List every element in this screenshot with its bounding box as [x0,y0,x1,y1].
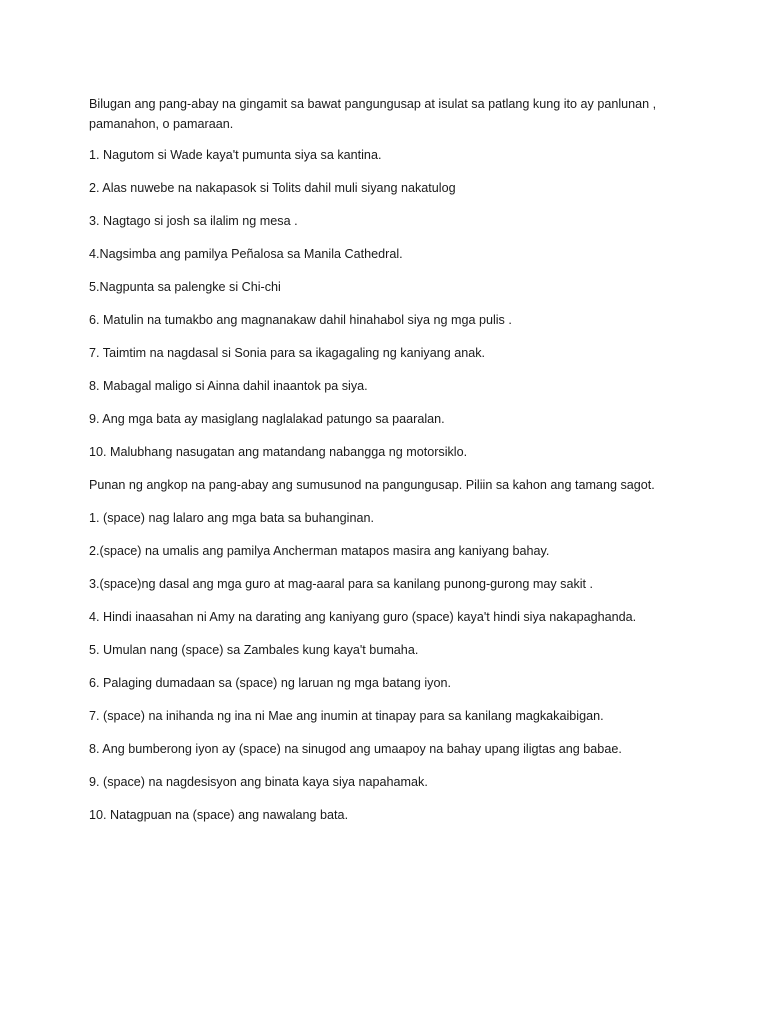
section1-item-6 [89,312,709,345]
section1-item-7 [89,345,709,378]
section2-item-3 [89,576,709,609]
section1-item-9 [89,411,709,444]
list-item: 6. Matulin na tumakbo ang magnanakaw dahil hinahabol siya ng mga pulis . [89,313,512,327]
section1-item-8 [89,378,709,411]
section1-item-10 [89,444,709,477]
section1-instruction: Bilugan ang pang-abay na gingamit sa bawat pangungusap at isulat sa patlang kung ito ay panlunan , pamanahon, o pamaraan. [89,97,657,131]
list-item: 1. (space) nag lalaro ang mga bata sa buhanginan. [89,511,374,525]
list-item: 9. (space) na nagdesisyon ang binata kaya siya napahamak. [89,775,428,789]
section2-item-10 [89,807,709,840]
list-item: 6. Palaging dumadaan sa (space) ng laruan ng mga batang iyon. [89,676,451,690]
section2-item-7 [89,708,709,741]
list-item: 2. Alas nuwebe na nakapasok si Tolits dahil muli siyang nakatulog [89,181,456,195]
section2-item-6 [89,675,709,708]
list-item: 2.(space) na umalis ang pamilya Ancherman matapos masira ang kaniyang bahay. [89,544,550,558]
list-item: 7. Taimtim na nagdasal si Sonia para sa ikagagaling ng kaniyang anak. [89,346,486,360]
list-item: 10. Natagpuan na (space) ang nawalang bata. [89,808,349,822]
list-item: 9. Ang mga bata ay masiglang naglalakad patungo sa paaralan. [89,412,445,426]
section2-instruction-row [89,477,709,510]
list-item: 8. Ang bumberong iyon ay (space) na sinugod ang umaapoy na bahay upang iligtas ang babae. [89,742,622,756]
list-item: 5. Umulan nang (space) sa Zambales kung kaya't bumaha. [89,643,419,657]
section1-item-2 [89,180,709,213]
list-item: 3. Nagtago si josh sa ilalim ng mesa . [89,214,298,228]
list-item: 5.Nagpunta sa palengke si Chi-chi [89,280,281,294]
section1-item-5 [89,279,709,312]
list-item: 8. Mabagal maligo si Ainna dahil inaantok pa siya. [89,379,368,393]
section2-item-8 [89,741,709,774]
list-item: 7. (space) na inihanda ng ina ni Mae ang inumin at tinapay para sa kanilang magkakaibigan. [89,709,604,723]
section2-item-1 [89,510,709,543]
list-item: 1. Nagutom si Wade kaya't pumunta siya sa kantina. [89,148,382,162]
section1-item-4 [89,246,709,279]
document-page [89,94,709,840]
section2-item-9 [89,774,709,807]
list-item: 4.Nagsimba ang pamilya Peñalosa sa Manila Cathedral. [89,247,403,261]
list-item: 10. Malubhang nasugatan ang matandang nabangga ng motorsiklo. [89,445,468,459]
section2-instruction: Punan ng angkop na pang-abay ang sumusunod na pangungusap. Piliin sa kahon ang tamang sagot. [89,478,655,492]
list-item: 3.(space)ng dasal ang mga guro at mag-aaral para sa kanilang punong-gurong may sakit . [89,577,594,591]
section2-item-2 [89,543,709,576]
section1-item-3 [89,213,709,246]
section2-item-5 [89,642,709,675]
section1-item-1 [89,147,709,180]
section2-item-4 [89,609,709,642]
list-item: 4. Hindi inaasahan ni Amy na darating ang kaniyang guro (space) kaya't hindi siya nakapaghanda. [89,610,637,624]
